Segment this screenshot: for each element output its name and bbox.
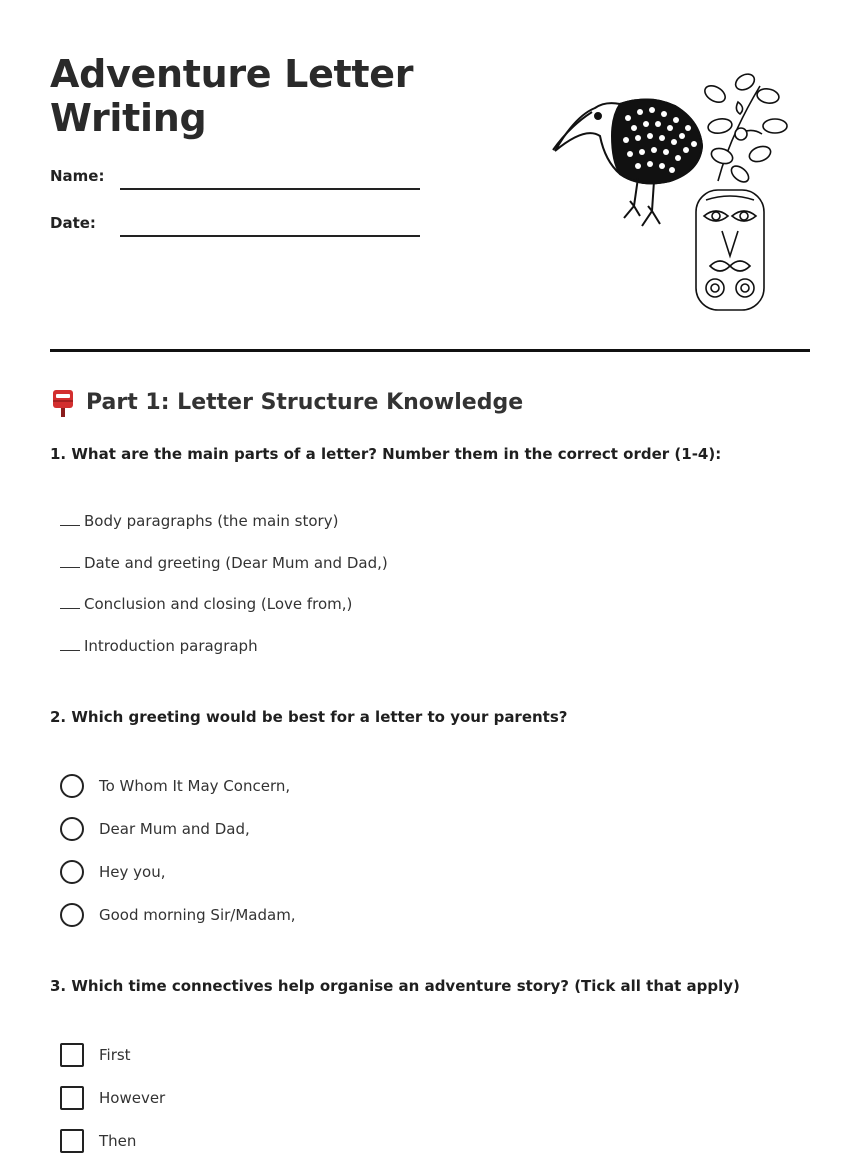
order-blank[interactable] (60, 595, 80, 609)
order-item-label: Body paragraphs (the main story) (84, 512, 339, 530)
connective-option[interactable] (60, 1128, 136, 1154)
order-item (60, 511, 338, 531)
question-3: 3. Which time connectives help organise an adventure story? (Tick all that apply) (50, 977, 740, 995)
connective-option[interactable] (60, 1085, 165, 1111)
tiki-carving-icon (696, 190, 764, 310)
worksheet-header (50, 52, 450, 232)
greeting-option[interactable] (60, 859, 165, 885)
page-title: Adventure Letter Writing (50, 52, 414, 140)
order-blank[interactable] (60, 637, 80, 651)
order-item (60, 594, 352, 614)
name-label: Name: (50, 167, 105, 185)
radio-button[interactable] (60, 860, 84, 884)
checkbox[interactable] (60, 1086, 84, 1110)
greeting-option[interactable] (60, 902, 296, 928)
order-blank[interactable] (60, 512, 80, 526)
question-2: 2. Which greeting would be best for a letter to your parents? (50, 708, 568, 726)
radio-button[interactable] (60, 903, 84, 927)
section-divider (50, 349, 810, 352)
order-item (60, 636, 258, 656)
order-item-label: Introduction paragraph (84, 637, 258, 655)
kowhai-branch-icon (702, 71, 787, 185)
radio-button[interactable] (60, 774, 84, 798)
option-label: Hey you, (99, 863, 166, 881)
option-label: To Whom It May Concern, (99, 777, 291, 795)
postbox-icon (50, 388, 76, 418)
name-field-row (50, 164, 420, 190)
connective-option[interactable] (60, 1042, 131, 1068)
order-item (60, 553, 388, 573)
header-illustration (550, 66, 800, 316)
part1-heading (50, 387, 523, 419)
option-label: Good morning Sir/Madam, (99, 906, 296, 924)
greeting-option[interactable] (60, 816, 250, 842)
order-item-label: Date and greeting (Dear Mum and Dad,) (84, 554, 388, 572)
date-label: Date: (50, 214, 96, 232)
checkbox[interactable] (60, 1129, 84, 1153)
option-label: Dear Mum and Dad, (99, 820, 250, 838)
date-field[interactable] (120, 213, 420, 237)
order-item-label: Conclusion and closing (Love from,) (84, 595, 353, 613)
name-field[interactable] (120, 166, 420, 190)
option-label: First (99, 1046, 131, 1064)
greeting-option[interactable] (60, 773, 290, 799)
kiwi-bird-icon (553, 99, 702, 226)
question-1: 1. What are the main parts of a letter? Number them in the correct order (1-4): (50, 445, 722, 463)
order-blank[interactable] (60, 554, 80, 568)
option-label: Then (99, 1132, 137, 1150)
option-label: However (99, 1089, 166, 1107)
date-field-row (50, 211, 420, 237)
checkbox[interactable] (60, 1043, 84, 1067)
radio-button[interactable] (60, 817, 84, 841)
part1-title: Part 1: Letter Structure Knowledge (86, 390, 524, 415)
